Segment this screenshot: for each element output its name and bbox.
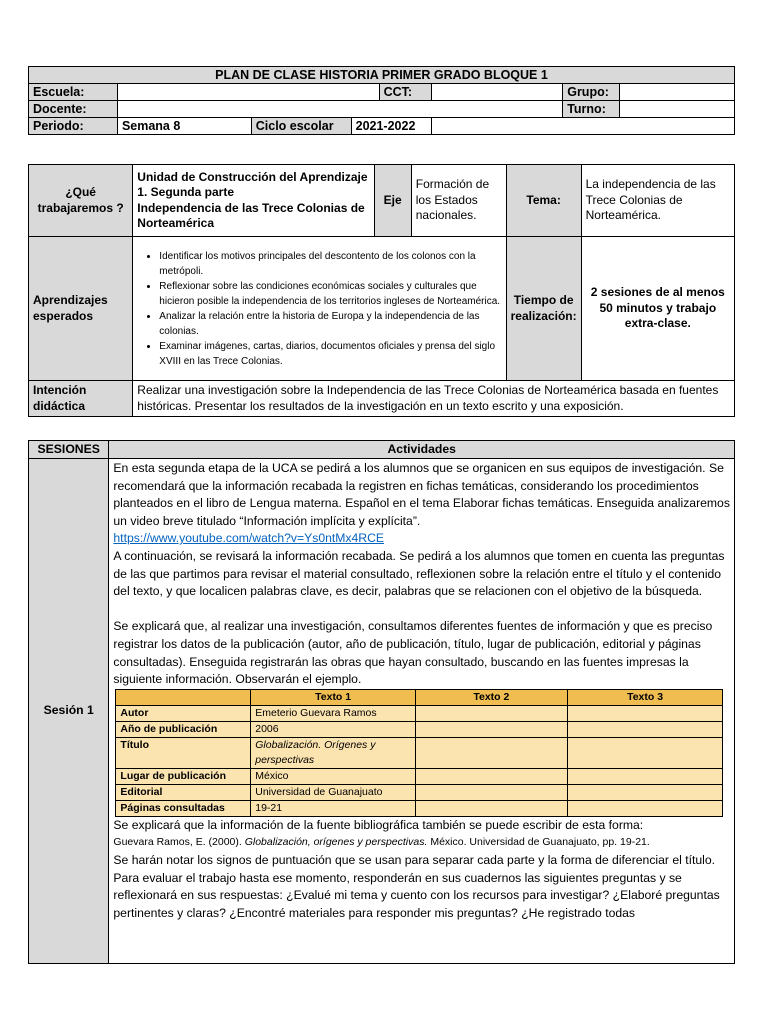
activity-paragraph: Se explicará que la información de la fuente bibliográfica también se puede escribir de esta forma:	[113, 817, 644, 832]
activity-paragraph: A continuación, se revisará la información recabada. Se pedirá a los alumnos que tomen en cuenta las preguntas de las que partimos para revisar el material consultado, reflexionen sobre la relación entre el título y el contenido del texto, y que localicen palabras clave, es decir, palabras que se relacionen con el objetivo de la búsqueda.	[113, 548, 725, 599]
ciclo-empty	[431, 118, 734, 135]
sources-cell-texto2	[416, 800, 568, 816]
sources-cell-texto1: Universidad de Guanajuato	[251, 784, 416, 800]
grupo-label: Grupo:	[563, 84, 620, 101]
eje-label: Eje	[374, 165, 411, 237]
sources-header-texto3: Texto 3	[567, 689, 723, 705]
sources-cell-texto3	[567, 737, 723, 768]
aprendizajes-label: Aprendizajes esperados	[29, 237, 133, 381]
sources-cell-texto2	[416, 784, 568, 800]
session-label: Sesión 1	[29, 459, 109, 964]
aprendizaje-item: • Analizar la relación entre la historia de Europa y la independencia de las colonias.	[159, 309, 501, 339]
tiempo-label: Tiempo de realización:	[506, 237, 581, 381]
ciclo-label: Ciclo escolar	[251, 118, 351, 135]
sources-cell-texto3	[567, 705, 723, 721]
escuela-value	[117, 84, 379, 101]
periodo-label: Periodo:	[29, 118, 118, 135]
docente-value	[117, 101, 562, 118]
sources-cell-texto1: México	[251, 768, 416, 784]
sources-cell-texto1: Emeterio Guevara Ramos	[251, 705, 416, 721]
unidad-title: Unidad de Construcción del Aprendizaje 1. Segunda parte	[137, 169, 368, 199]
header-table	[28, 66, 735, 135]
ciclo-value: 2021-2022	[351, 118, 431, 135]
sources-header-empty	[116, 689, 251, 705]
turno-value	[620, 101, 735, 118]
activity-paragraph: Se explicará que, al realizar una investigación, consultamos diferentes fuentes de información y que es preciso registrar los datos de la publicación (autor, año de publicación, título, lugar de publicación, editorial y páginas consultadas). Enseguida registrarán las obras que hayan consultado, buscando en las fuentes impresas la siguiente información. Observarán el ejemplo.	[113, 619, 713, 687]
unidad-subtitle: Independencia de las Trece Colonias de Norteamérica	[137, 200, 365, 230]
sources-table	[115, 689, 723, 817]
aprendizajes-list-cell	[133, 237, 506, 381]
aprendizaje-item: • Identificar los motivos principales del descontento de los colonos con la metrópoli.	[159, 249, 501, 279]
sources-cell-texto2	[416, 768, 568, 784]
actividades-header: Actividades	[109, 441, 735, 459]
unidad-cell	[133, 165, 374, 237]
sources-cell-texto2	[416, 705, 568, 721]
escuela-label: Escuela:	[29, 84, 118, 101]
tiempo-value: 2 sesiones de al menos 50 minutos y trabajo extra-clase.	[581, 237, 734, 381]
sources-cell-texto3	[567, 800, 723, 816]
docente-label: Docente:	[29, 101, 118, 118]
sources-cell-texto3	[567, 784, 723, 800]
reference-author: Guevara Ramos, E. (2000).	[113, 836, 245, 849]
reference-publisher: México. Universidad de Guanajuato, pp. 19-21.	[427, 836, 650, 849]
aprendizajes-list	[137, 249, 501, 369]
sources-cell-texto3	[567, 721, 723, 737]
intencion-label: Intención didáctica	[29, 381, 133, 417]
intencion-value: Realizar una investigación sobre la Independencia de las Trece Colonias de Norteamérica basada en fuentes históricas. Presentar los resultados de la investigación en un texto escrito y una exposición.	[133, 381, 735, 417]
sources-row-label: Lugar de publicación	[116, 768, 251, 784]
sessions-table	[28, 440, 735, 964]
cct-value	[431, 84, 563, 101]
sources-header-texto2: Texto 2	[416, 689, 568, 705]
turno-label: Turno:	[563, 101, 620, 118]
cct-label: CCT:	[379, 84, 431, 101]
sources-row-label: Páginas consultadas	[116, 800, 251, 816]
sources-cell-texto1: Globalización. Orígenes y perspectivas	[251, 737, 416, 768]
plan-title: PLAN DE CLASE HISTORIA PRIMER GRADO BLOQUE 1	[29, 67, 735, 84]
sources-cell-texto1: 2006	[251, 721, 416, 737]
aprendizaje-item: • Reflexionar sobre las condiciones económicas sociales y culturales que hicieron posible la independencia de los territorios ingleses de Norteamérica.	[159, 279, 501, 309]
sources-header-texto1: Texto 1	[251, 689, 416, 705]
activity-paragraph: Se harán notar los signos de puntuación que se usan para separar cada parte y la forma de diferenciar el título.	[113, 852, 716, 867]
sources-cell-texto1: 19-21	[251, 800, 416, 816]
tema-label: Tema:	[506, 165, 581, 237]
sources-cell-texto2	[416, 737, 568, 768]
bibliographic-reference	[113, 834, 730, 852]
activity-paragraph: Para evaluar el trabajo hasta ese momento, responderán en sus cuadernos las siguientes preguntas y se reflexionará en sus respuestas: ¿Evalué mi tema y cuento con los recursos para investigar? ¿Elaboré preguntas pertinentes y claras? ¿Encontré materiales para responder mis preguntas? ¿He registrado todas	[113, 870, 720, 920]
eje-value: Formación de los Estados nacionales.	[411, 165, 506, 237]
grupo-value	[620, 84, 735, 101]
sesiones-header: SESIONES	[29, 441, 109, 459]
sources-row-label: Título	[116, 737, 251, 768]
reference-title: Globalización, orígenes y perspectivas.	[244, 836, 428, 849]
sources-cell-texto2	[416, 721, 568, 737]
video-link[interactable]: https://www.youtube.com/watch?v=Ys0ntMx4RCE	[113, 531, 385, 546]
activities-cell	[109, 459, 735, 964]
plan-table	[28, 164, 735, 417]
activity-paragraph: En esta segunda etapa de la UCA se pedirá a los alumnos que se organicen en sus equipos de investigación. Se recomendará que la información recabada la registren en fichas temáticas, considerando los procedimientos planteados en el libro de Lengua materna. Español en el tema Elaborar fichas temáticas. Enseguida analizaremos un video breve titulado “Información implícita y explícita”.	[113, 461, 730, 528]
aprendizaje-item: • Examinar imágenes, cartas, diarios, documentos oficiales y prensa del siglo XVIII en las Trece Colonias.	[159, 339, 501, 369]
sources-row-label: Año de publicación	[116, 721, 251, 737]
sources-row-label: Autor	[116, 705, 251, 721]
sources-row-label: Editorial	[116, 784, 251, 800]
que-trabajaremos-label: ¿Qué trabajaremos ?	[29, 165, 133, 237]
sources-cell-texto3	[567, 768, 723, 784]
tema-value: La independencia de las Trece Colonias de Norteamérica.	[581, 165, 734, 237]
periodo-value: Semana 8	[117, 118, 251, 135]
